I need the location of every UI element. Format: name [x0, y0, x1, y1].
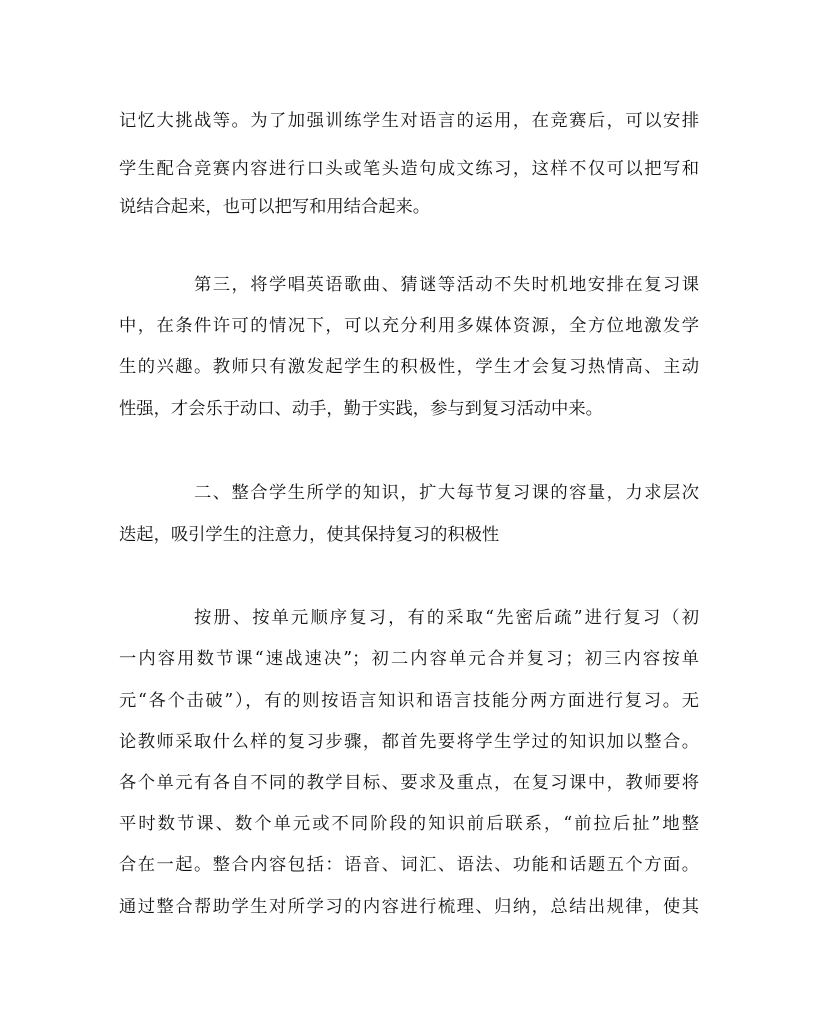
text-line: 平时数节课、数个单元或不同阶段的知识前后联系，“前拉后扯”地整: [119, 814, 699, 834]
text-line: 第三，将学唱英语歌曲、猜谜等活动不失时机地安排在复习课: [194, 275, 699, 295]
text-line: 元“各个击破”），有的则按语言知识和语言技能分两方面进行复习。无: [119, 691, 699, 711]
text-line: 论教师采取什么样的复习步骤，都首先要将学生学过的知识加以整合。: [119, 732, 699, 752]
text-line: 通过整合帮助学生对所学习的内容进行梳理、归纳，总结出规律，使其: [119, 897, 699, 917]
text-line: 学生配合竞赛内容进行口头或笔头造句成文练习，这样不仅可以把写和: [119, 159, 699, 179]
text-line: 一内容用数节课“速战速决”；初二内容单元合并复习；初三内容按单: [119, 649, 699, 669]
text-line: 生的兴趣。教师只有激发起学生的积极性，学生才会复习热情高、主动: [119, 357, 699, 377]
text-line: 合在一起。整合内容包括：语音、词汇、语法、功能和话题五个方面。: [119, 855, 699, 875]
text-line: 记忆大挑战等。为了加强训练学生对语言的运用，在竞赛后，可以安排: [119, 111, 699, 131]
text-line: 说结合起来，也可以把写和用结合起来。: [119, 197, 431, 217]
section-heading-line: 迭起，吸引学生的注意力，使其保持复习的积极性: [119, 525, 500, 545]
section-heading-line: 二、整合学生所学的知识，扩大每节复习课的容量，力求层次: [194, 483, 699, 503]
text-line: 各个单元有各自不同的教学目标、要求及重点，在复习课中，教师要将: [119, 773, 699, 793]
text-line: 按册、按单元顺序复习，有的采取“先密后疏”进行复习（初: [194, 608, 699, 628]
text-line: 性强，才会乐于动口、动手，勤于实践，参与到复习活动中来。: [119, 399, 603, 419]
text-line: 中，在条件许可的情况下，可以充分利用多媒体资源，全方位地激发学: [119, 316, 699, 336]
